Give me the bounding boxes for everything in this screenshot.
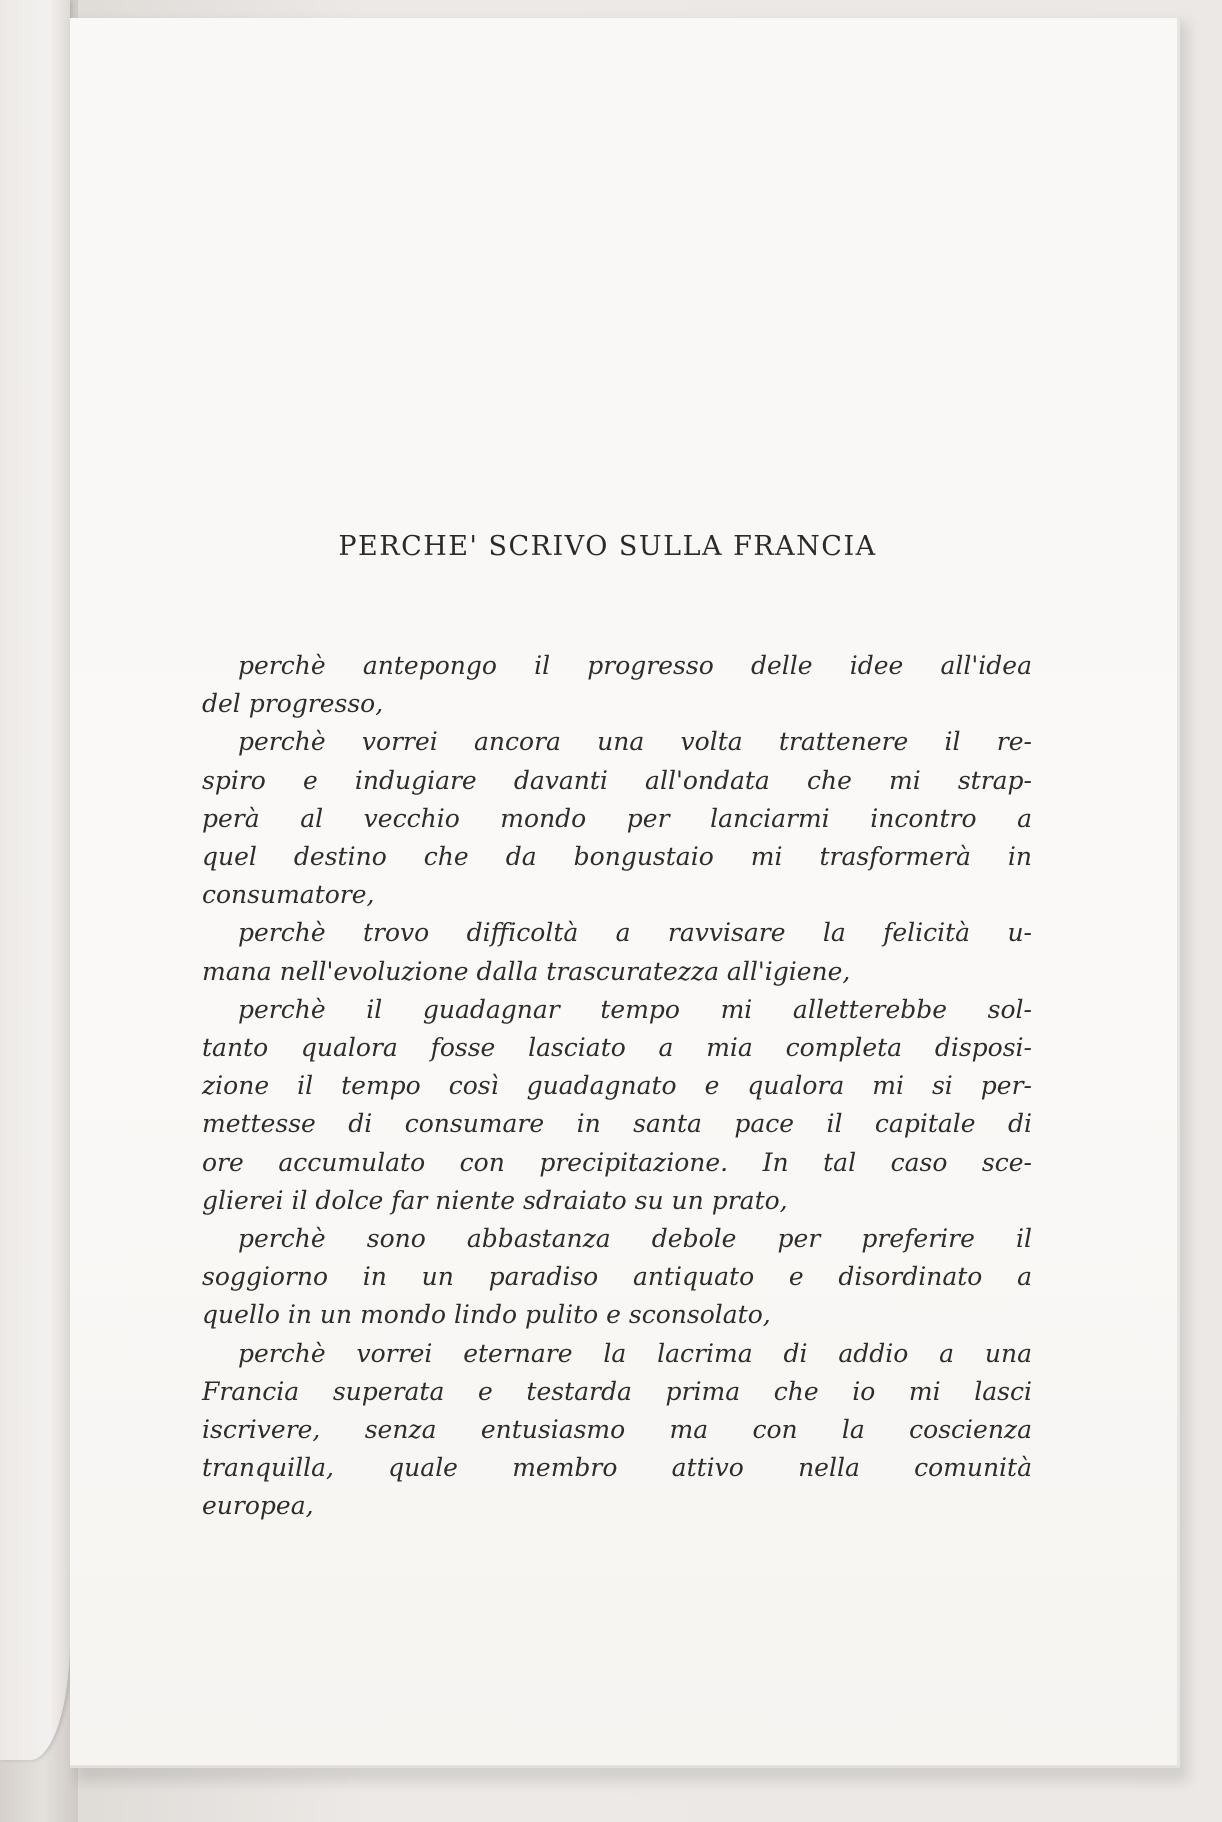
text-line: mettesse di consumare in santa pace il capitale di [202, 1109, 1032, 1139]
text-line: perchè il guadagnar tempo mi alletterebbe sol- [238, 994, 1032, 1024]
text-line: perchè vorrei ancora una volta trattenere il re- [238, 727, 1032, 757]
text-line: ore accumulato con precipitazione. In tal caso sce- [202, 1147, 1032, 1177]
text-line: del progresso, [202, 689, 384, 719]
text-line: tanto qualora fosse lasciato a mia completa disposi- [202, 1033, 1032, 1063]
text-line: Francia superata e testarda prima che io mi lasci [202, 1376, 1032, 1406]
previous-page-edge [0, 0, 70, 1760]
text-line: spiro e indugiare davanti all'ondata che mi strap- [202, 765, 1032, 795]
book-page [70, 18, 1180, 1768]
text-line: mana nell'evoluzione dalla trascuratezza all'igiene, [202, 956, 851, 986]
text-line: quel destino che da bongustaio mi trasformerà in [202, 842, 1032, 872]
text-line: tranquilla, quale membro attivo nella comunità [202, 1453, 1032, 1483]
text-line: quello in un mondo lindo pulito e sconsolato, [202, 1300, 771, 1330]
text-line: iscrivere, senza entusiasmo ma con la coscienza [202, 1415, 1032, 1445]
text-line: consumatore, [202, 880, 375, 910]
text-line: perà al vecchio mondo per lanciarmi incontro a [202, 803, 1032, 833]
text-line: zione il tempo così guadagnato e qualora mi si per- [202, 1071, 1032, 1101]
text-line: perchè sono abbastanza debole per preferire il [238, 1224, 1032, 1254]
text-line: perchè antepongo il progresso delle idee all'idea [238, 651, 1032, 680]
page-title: PERCHE' SCRIVO SULLA FRANCIA [338, 531, 877, 562]
text-line: perchè trovo difficoltà a ravvisare la felicità u- [238, 918, 1032, 948]
body-text [202, 647, 1032, 1526]
text-line: glierei il dolce far niente sdraiato su un prato, [202, 1185, 788, 1215]
text-line: perchè vorrei eternare la lacrima di addio a una [238, 1338, 1032, 1368]
text-line: soggiorno in un paradiso antiquato e disordinato a [202, 1262, 1032, 1292]
text-line: europea, [202, 1491, 314, 1521]
